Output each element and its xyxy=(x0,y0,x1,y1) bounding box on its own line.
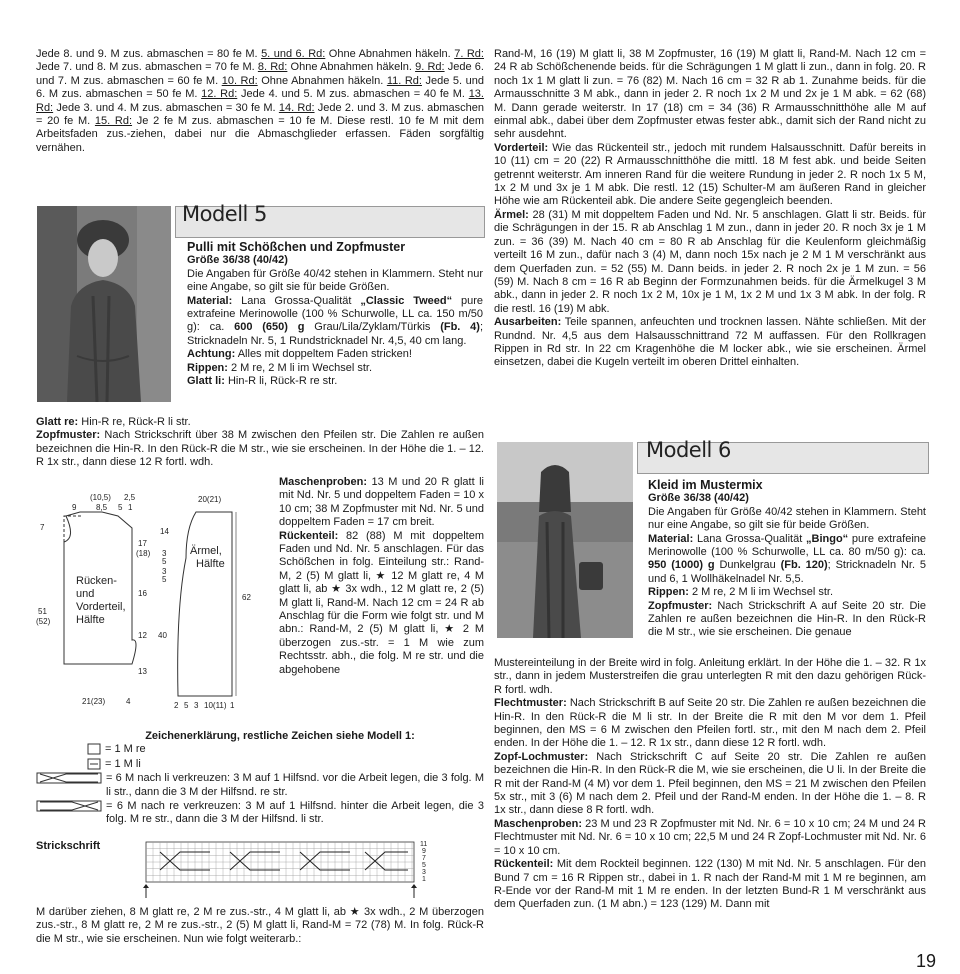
dim-top-2: 9 xyxy=(72,503,77,512)
dim-sleeve-4: 5 xyxy=(162,575,167,584)
rueckenteil-text: Rückenteil: 82 (88) M mit doppeltem Faden und Nd. Nr. 5 anschlagen. Für das Schößchen in folg. Einteilung str.: Rand-M, 2 (5) M glatt li, ★ 12 M glatt re, 4 M glatt li, ab ★ 3x wdh., 12 M glatt re, 2 (5) M glatt li, Rand-M. Nach 12 cm = 24 R ab Anschlag für die Form wie folgt str. und M abn.: Rand-M, 2 (5) M glatt li, ★ 2 M überzogen zus.-str. = 1 M wie zum Rechtsstr. abh., die folg. M re str. und die abgehobene xyxy=(279,529,484,676)
page-number: 19 xyxy=(915,950,936,971)
schematic-drawing xyxy=(36,488,280,710)
chart-row-3: 3 xyxy=(422,869,426,876)
dim-top-1: 2,5 xyxy=(124,493,136,502)
dim-left-7: (52) xyxy=(36,617,51,626)
dim-sleeve-3: 3 xyxy=(162,567,167,576)
knit-stitch-symbol xyxy=(87,743,101,755)
legend-title: Zeichenerklärung, restliche Zeichen siehe Modell 1: xyxy=(145,730,415,742)
dim-left-0: 7 xyxy=(40,523,45,532)
chart-row-1: 1 xyxy=(422,876,426,883)
dim-sleeve-b4: 1 xyxy=(230,701,235,710)
left-intro-text: Jede 8. und 9. M zus. abmaschen = 80 fe M. 5. und 6. Rd: Ohne Abnahmen häkeln. 7. Rd: Jede 7. und 8. M zus. abmaschen = 70 fe M. 8. Rd: Ohne Abnahmen häkeln. 9. Rd: Jede 6. und 7. M zus. abmaschen = 60 fe M. 10. Rd: Ohne Abnahmen häkeln. 11. Rd: Jede 5. und 6. M zus. abmaschen = 50 fe M. 12. Rd: Jede 4. und 5. M zus. abmaschen = 40 fe M. 13. Rd: Jede 3. und 4. M zus. abmaschen = 30 fe M. 14. Rd: Jede 2. und 3. M zus. abmaschen = 20 fe M. 15. Rd: Je 2 fe M zus. abmaschen = 10 fe M. Diese restl. 10 fe M mit dem Arbeitsfaden zus.-ziehen, dabei nur die Abmaschglieder erfassen. Fäden sorgfältig vernähen. xyxy=(36,48,485,154)
legend-text-1: = 1 M re xyxy=(105,743,146,756)
modell6-size: Größe 36/38 (40/42) xyxy=(648,492,749,505)
dim-left-5: 13 xyxy=(138,667,147,676)
right-top-text: Rand-M, 16 (19) M glatt li, 38 M Zopfmuster, 16 (19) M glatt li, Rand-M. Nach 12 cm = 24 R ab Schößchenende beids. für die Schrägungen 1 M glatt li zun., dann in folg. 20. R noch 1x 1 M glatt li zun. = 76 (82) M. Nach 16 cm = 32 R ab 1. Zunahme beids. für die Armausschnitte 3 M abk., dann in jeder 2. R noch 1x 2 M und 2x je 1 M abk. = 62 (68) M. Dann gerade weiterstr. In 17 (18) cm = 34 (36) R Armausschnitthöhe alle M auf einmal abk., dabei über dem Zopfmuster etwas fester abk., damit sich der Rand nicht zu sehr ausdehnt. Vorderteil: Wie das Rückenteil str., jedoch mit rundem Halsausschnitt. Dafür bereits in 10 (11) cm = 20 (22) R Armausschnitthöhe die mittl. 18 M fest abk. und beide Seiten getrennt weiterstr. Am inneren Rand für die weitere Rundung in jeder 2. R noch 1x 5 M, 1x 2 M und 3x je 1 M abk. Die restl. 12 (15) Schulter-M am äußeren Rand in gleicher Höhe wie am Rückenteil abk. Die andere Seite gegengleich beenden. Ärmel: 28 (31) M mit doppeltem Faden und Nd. Nr. 5 anschlagen. Glatt li str. Beids. für die Schrägungen in der 15. R ab Anschlag 1 M zun., dann in jeder 20. R noch 3x je 1 M zun. = 36 (39) M. Nach 40 cm = 80 R ab Anschlag für die Keulenform gleichmäßig verteilt 16 M zun., dafür nach 3 (4) M, dann noch 15x nach je 2 M 1 M verschränkt aus dem Querfaden zun. = 52 (55) M. Dann beids. in jeder 2. R noch 2x je 1 M zun. = 56 (59) M. Nach 8 cm = 16 R ab Beginn der Formzunahmen beids. für die Ärmelkugel 3 M abk., dann in jeder 2. R noch 1x 2 M, 10x je 1 M, 1x 2 M und 1x 3 M abk. In der folg. R die restl. 16 (19) M abk. Ausarbeiten: Teile spannen, anfeuchten und trocknen lassen. Nähte schließen. Mit der Rundnd. Nr. 4,5 aus dem Halsausschnittrand 72 M auffassen. Für den Rollkragen Rippen in Rd str. In 22 cm Kragenhöhe die M locker abk., wie sie erscheinen. Ärmel einsetzen, dabei die Kugeln verteilt im oberen Drittel einhalten. xyxy=(494,48,926,369)
modell5-photo xyxy=(37,206,171,402)
modell5-bottom-text: M darüber ziehen, 8 M glatt re, 2 M re zus.-str., 4 M glatt li, ab ★ 3x wdh., 2 M überzogen zus.-str., 8 M glatt re, 2 M re zus.-str., 2 (5) M glatt li, Rand-M = 72 (78) M. In folg. Rück-R die M str., wie sie erscheinen. Nun wie folgt weiterarb.: xyxy=(36,906,484,945)
legend-text-4: = 6 M nach re verkreuzen: 3 M auf 1 Hilfsnd. hinter die Arbeit legen, die 3 folg. M re str., dann die 3 M der Hilfsnd. li str. xyxy=(106,800,484,826)
chart-row-11: 11 xyxy=(420,841,428,848)
legend-row-3 xyxy=(36,772,484,799)
dim-sleeve-b0: 2 xyxy=(174,701,179,710)
legend-row-1 xyxy=(36,743,484,756)
front-label-4: Hälfte xyxy=(76,614,105,626)
dim-sleeve-top: 20(21) xyxy=(198,495,222,504)
modell5-continued xyxy=(279,476,484,677)
modell5-info xyxy=(187,241,483,388)
dim-bottom-1: 4 xyxy=(126,697,131,706)
modell6-info xyxy=(648,479,926,640)
dim-sleeve-b3: 10(11) xyxy=(204,701,227,710)
dim-sleeve-2: 5 xyxy=(162,557,167,566)
dim-sleeve-6: 62 xyxy=(242,593,251,602)
dim-sleeve-b2: 3 xyxy=(194,701,199,710)
strickschrift-label: Strickschrift xyxy=(36,840,101,852)
front-label-1: Rücken- xyxy=(76,575,117,587)
glatt-re-text: Glatt re: Hin-R re, Rück-R li str. xyxy=(36,416,191,428)
modell5-size: Größe 36/38 (40/42) xyxy=(187,254,288,267)
modell6-rest: Mustereinteilung in der Breite wird in folg. Anleitung erklärt. In der Höhe die 1. – 32. R 1x str., dann in jedem Musterstreifen die grau unterlegten R mit den dazu gehörigen Rück-R fortl. wdh. Flechtmuster: Nach Strickschrift B auf Seite 20 str. Die Zahlen re außen bezeichnen die Hin-R. In den Rück-R die M li str. In der Breite die R mit den M vor dem 1. Pfeil beginnen, den MS = 6 M zwischen den Pfeilen fortl. str., mit den M nach dem 2. Pfeil enden. In der Höhe die 1. – 12. R 1x str., dann diese 12 R fortl. wdh. Zopf-Lochmuster: Nach Strickschrift C auf Seite 20 str. Die Zahlen re außen bezeichnen die Hin-R. In den Rück-R die M, wie sie erscheinen, die U li. In der Breite die R mit der Rand-M (4 M) vor dem 1. Pfeil beginnen, den MS = 21 M zwischen den Pfeilen 5x str., mit 3 (6) M nach dem 2. Pfeil und der Rand-M enden. In der Höhe die 1. – 8. R 1x str., dann diese 8 R fortl. wdh. Maschenproben: 23 M und 23 R Zopfmuster mit Nd. Nr. 6 = 10 x 10 cm; 24 M und 24 R Flechtmuster mit Nd. Nr. 6 = 10 x 10 cm; 22,5 M und 24 R Zopf-Lochmuster mit Nd. Nr. 6 = 10 x 10 cm. Rückenteil: Mit dem Rockteil beginnen. 122 (130) M mit Nd. Nr. 5 anschlagen. Für den Bund 7 cm = 16 R Rippen str., dabei in 1. R nach der Rand-M mit 1 M re beginnen, am R-Ende vor der Rand-M mit 1 M re enden. In der letzten Bund-R 1 M verschränkt aus dem Querfaden zun. (1 M abn.) = 123 (129) M. Dann mit xyxy=(494,657,926,911)
legend-row-4 xyxy=(36,800,484,827)
dim-sleeve-0: 14 xyxy=(160,527,169,536)
modell6-photo xyxy=(497,442,633,638)
woman-dress-illustration xyxy=(497,442,633,638)
dim-sleeve-1: 3 xyxy=(162,549,167,558)
dim-left-2: (18) xyxy=(136,549,151,558)
dim-top-4: 5 xyxy=(118,503,123,512)
maschenproben-text: Maschenproben: 13 M und 20 R glatt li mit Nd. Nr. 5 und doppeltem Faden = 10 x 10 cm; 38 M Zopfmuster mit Nd. Nr. 5 und doppeltem Faden = 17 cm breit. xyxy=(279,476,484,529)
front-label-2: und xyxy=(76,588,95,600)
woman-sweater-illustration xyxy=(37,206,171,402)
purl-stitch-symbol xyxy=(87,758,101,770)
sleeve-label-2: Hälfte xyxy=(196,558,225,570)
front-label-3: Vorderteil, xyxy=(76,601,126,613)
modell5-patterns xyxy=(36,416,484,470)
cable-left-symbol xyxy=(36,772,102,784)
modell5-subtitle: Pulli mit Schößchen und Zopfmuster xyxy=(187,240,406,254)
zopfmuster-text: Zopfmuster: Nach Strickschrift über 38 M zwischen den Pfeilen str. Die Zahlen re außen bezeichnen die Hin-R. In den Rück-R die M str., wie sie erscheinen. In der Höhe die 1. – 12. R 1x str., dann diese 12 R fortl. wdh. xyxy=(36,429,484,469)
modell6-title: Modell 6 xyxy=(646,438,731,462)
chart-row-7: 7 xyxy=(422,855,426,862)
chart-row-9: 9 xyxy=(422,848,426,855)
dim-top-5: 1 xyxy=(128,503,133,512)
dim-left-6: 51 xyxy=(38,607,47,616)
legend-text-3: = 6 M nach li verkreuzen: 3 M auf 1 Hilfsnd. vor die Arbeit legen, die 3 folg. M li str., dann die 3 M der Hilfsnd. re str. xyxy=(106,772,484,798)
modell6-subtitle: Kleid im Mustermix xyxy=(648,478,763,492)
dim-sleeve-5: 40 xyxy=(158,631,167,640)
dim-left-1: 17 xyxy=(138,539,147,548)
dim-top-3: 8,5 xyxy=(96,503,108,512)
dim-bottom-0: 21(23) xyxy=(82,697,106,706)
dim-top-0: (10,5) xyxy=(90,493,111,502)
modell5-details: Die Angaben für Größe 40/42 stehen in Klammern. Steht nur eine Angabe, so gilt sie für beide Größen. Material: Lana Grossa-Qualität „Classic Tweed“ pure extrafeine Merinowolle (100 % Schurwolle, LL ca. 150 m/50 g): ca. 600 (650) g Grau/Lila/Zyklam/Türkis (Fb. 4); Stricknadeln Nr. 5, 1 Rundstricknadel Nr. 4,5, 40 cm lang. Achtung: Alles mit doppeltem Faden stricken! Rippen: 2 M re, 2 M li im Wechsel str. Glatt li: Hin-R li, Rück-R re str. xyxy=(187,267,484,388)
knitting-chart xyxy=(140,840,440,904)
dim-left-4: 12 xyxy=(138,631,147,640)
modell6-details: Die Angaben für Größe 40/42 stehen in Klammern. Steht nur eine Angabe, so gilt sie für beide Größen. Material: Lana Grossa-Qualität „Bingo“ pure extrafeine Merinowolle (100 % Schurwolle, LL ca. 80 m/50 g): ca. 950 (1000) g Dunkelgrau (Fb. 120); Stricknadeln Nr. 5 und 6, 1 Wollhäkelnadel Nr. 5,5. Rippen: 2 M re, 2 M li im Wechsel str. Zopfmuster: Nach Strickschrift A auf Seite 20 str. Die Zahlen re außen bezeichnen die Hin-R. In den Rück-R die M str., wie sie erscheinen. Die genaue xyxy=(648,505,927,639)
legend-section xyxy=(36,730,484,828)
dim-left-3: 16 xyxy=(138,589,147,598)
legend-row-2 xyxy=(36,758,484,771)
legend-text-2: = 1 M li xyxy=(105,757,141,770)
modell5-title: Modell 5 xyxy=(182,202,267,226)
dim-sleeve-b1: 5 xyxy=(184,701,189,710)
sleeve-label-1: Ärmel, xyxy=(190,545,222,557)
cable-right-symbol xyxy=(36,800,102,812)
chart-row-5: 5 xyxy=(422,862,426,869)
